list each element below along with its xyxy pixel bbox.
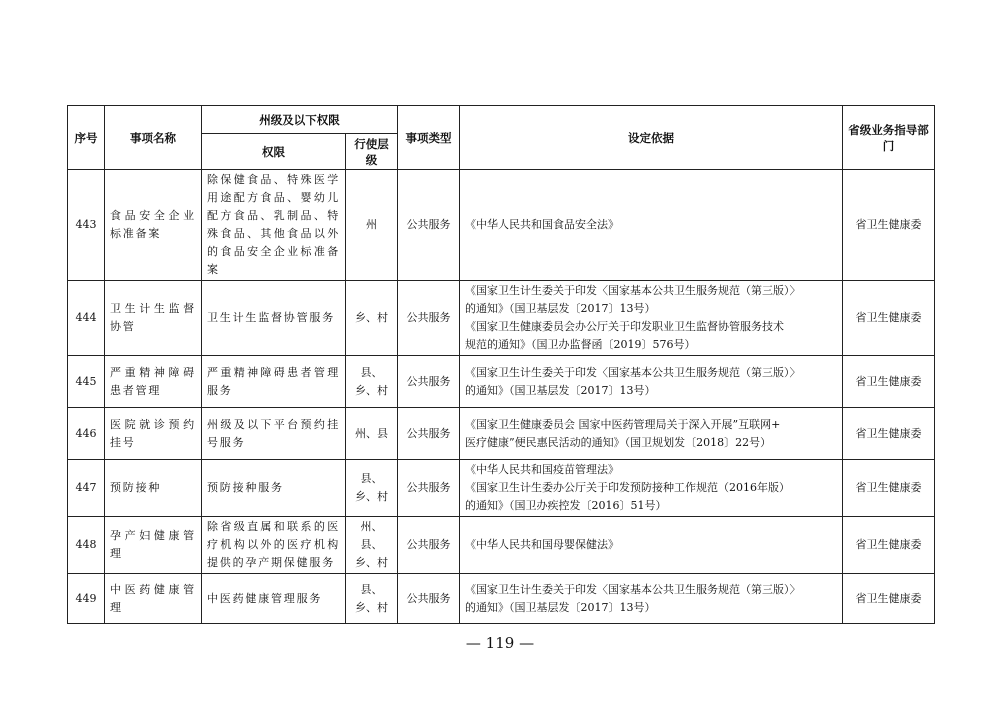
cell-name: 孕产妇健康管理 [105,517,202,574]
cell-no: 446 [68,408,105,460]
cell-basis [460,170,843,281]
cell-level: 县、乡、村 [346,460,398,517]
basis-line: 的通知》（国卫基层发〔2017〕13号） [465,383,656,397]
cell-no: 443 [68,170,105,281]
cell-level: 县、乡、村 [346,356,398,408]
cell-type: 公共服务 [398,460,460,517]
table-row [68,356,935,408]
cell-dept: 省卫生健康委 [843,408,935,460]
header-no: 序号 [68,106,105,170]
cell-authority: 州级及以下平台预约挂号服务 [202,408,346,460]
header-authority: 权限 [202,134,346,170]
table-row [68,408,935,460]
cell-dept: 省卫生健康委 [843,356,935,408]
basis-line: 的通知》（国卫基层发〔2017〕13号） [465,302,656,315]
cell-basis [460,281,843,356]
cell-no: 449 [68,574,105,624]
cell-no: 444 [68,281,105,356]
cell-dept: 省卫生健康委 [843,460,935,517]
cell-authority: 严重精神障碍患者管理服务 [202,356,346,408]
header-row-1 [68,106,935,134]
cell-authority: 除省级直属和联系的医疗机构以外的医疗机构提供的孕产期保健服务 [202,517,346,574]
header-name: 事项名称 [105,106,202,170]
cell-no: 447 [68,460,105,517]
basis-line: 《中华人民共和国母婴保健法》 [465,538,619,551]
cell-level: 州 [346,170,398,281]
cell-name: 严重精神障碍患者管理 [105,356,202,408]
cell-type: 公共服务 [398,408,460,460]
header-basis: 设定依据 [460,106,843,170]
cell-authority: 预防接种服务 [202,460,346,517]
header-dept: 省级业务指导部门 [843,106,935,170]
header-group: 州级及以下权限 [202,106,398,134]
cell-authority: 除保健食品、特殊医学用途配方食品、婴幼儿配方食品、乳制品、特殊食品、其他食品以外的食品安全企业标准备案 [202,170,346,281]
cell-level: 乡、村 [346,281,398,356]
basis-line: 规范的通知》（国卫办监督函〔2019〕576号） [465,338,696,351]
cell-dept: 省卫生健康委 [843,170,935,281]
items-table [67,105,935,624]
table-row [68,574,935,624]
cell-no: 448 [68,517,105,574]
page-number: — 119 — [465,634,535,652]
table-row [68,170,935,281]
cell-authority: 卫生计生监督协管服务 [202,281,346,356]
cell-dept: 省卫生健康委 [843,574,935,624]
cell-no: 445 [68,356,105,408]
basis-line: 《中华人民共和国食品安全法》 [465,218,619,231]
basis-line: 《国家卫生计生委关于印发〈国家基本公共卫生服务规范（第三版）〉 [465,582,801,596]
cell-name: 食品安全企业标准备案 [105,170,202,281]
header-type: 事项类型 [398,106,460,170]
cell-type: 公共服务 [398,170,460,281]
basis-line: 的通知》（国卫办疾控发〔2016〕51号） [465,499,667,512]
table-row [68,281,935,356]
basis-line: 《中华人民共和国疫苗管理法》 [465,463,619,476]
cell-level: 州、县、乡、村 [346,517,398,574]
cell-basis [460,408,843,460]
basis-line: 医疗健康”便民惠民活动的通知》（国卫规划发〔2018〕22号） [465,435,772,449]
table-row [68,517,935,574]
cell-level: 县、乡、村 [346,574,398,624]
basis-line: 《国家卫生健康委员会 国家中医药管理局关于深入开展”互联网+ [465,417,781,431]
cell-level: 州、县 [346,408,398,460]
basis-line: 《国家卫生计生委关于印发〈国家基本公共卫生服务规范（第三版）〉 [465,284,801,297]
table-row [68,460,935,517]
cell-type: 公共服务 [398,574,460,624]
basis-line: 的通知》（国卫基层发〔2017〕13号） [465,600,656,614]
header-level: 行使层级 [346,134,398,170]
cell-type: 公共服务 [398,356,460,408]
basis-line: 《国家卫生计生委办公厅关于印发预防接种工作规范（2016年版） [465,481,790,494]
cell-name: 医院就诊预约挂号 [105,408,202,460]
cell-dept: 省卫生健康委 [843,517,935,574]
cell-authority: 中医药健康管理服务 [202,574,346,624]
basis-line: 《国家卫生计生委关于印发〈国家基本公共卫生服务规范（第三版）〉 [465,365,801,379]
cell-basis [460,517,843,574]
cell-dept: 省卫生健康委 [843,281,935,356]
cell-basis [460,356,843,408]
cell-basis [460,574,843,624]
cell-name: 预防接种 [105,460,202,517]
cell-type: 公共服务 [398,517,460,574]
cell-name: 卫生计生监督协管 [105,281,202,356]
cell-name: 中医药健康管理 [105,574,202,624]
cell-type: 公共服务 [398,281,460,356]
cell-basis [460,460,843,517]
basis-line: 《国家卫生健康委员会办公厅关于印发职业卫生监督协管服务技术 [465,320,784,333]
